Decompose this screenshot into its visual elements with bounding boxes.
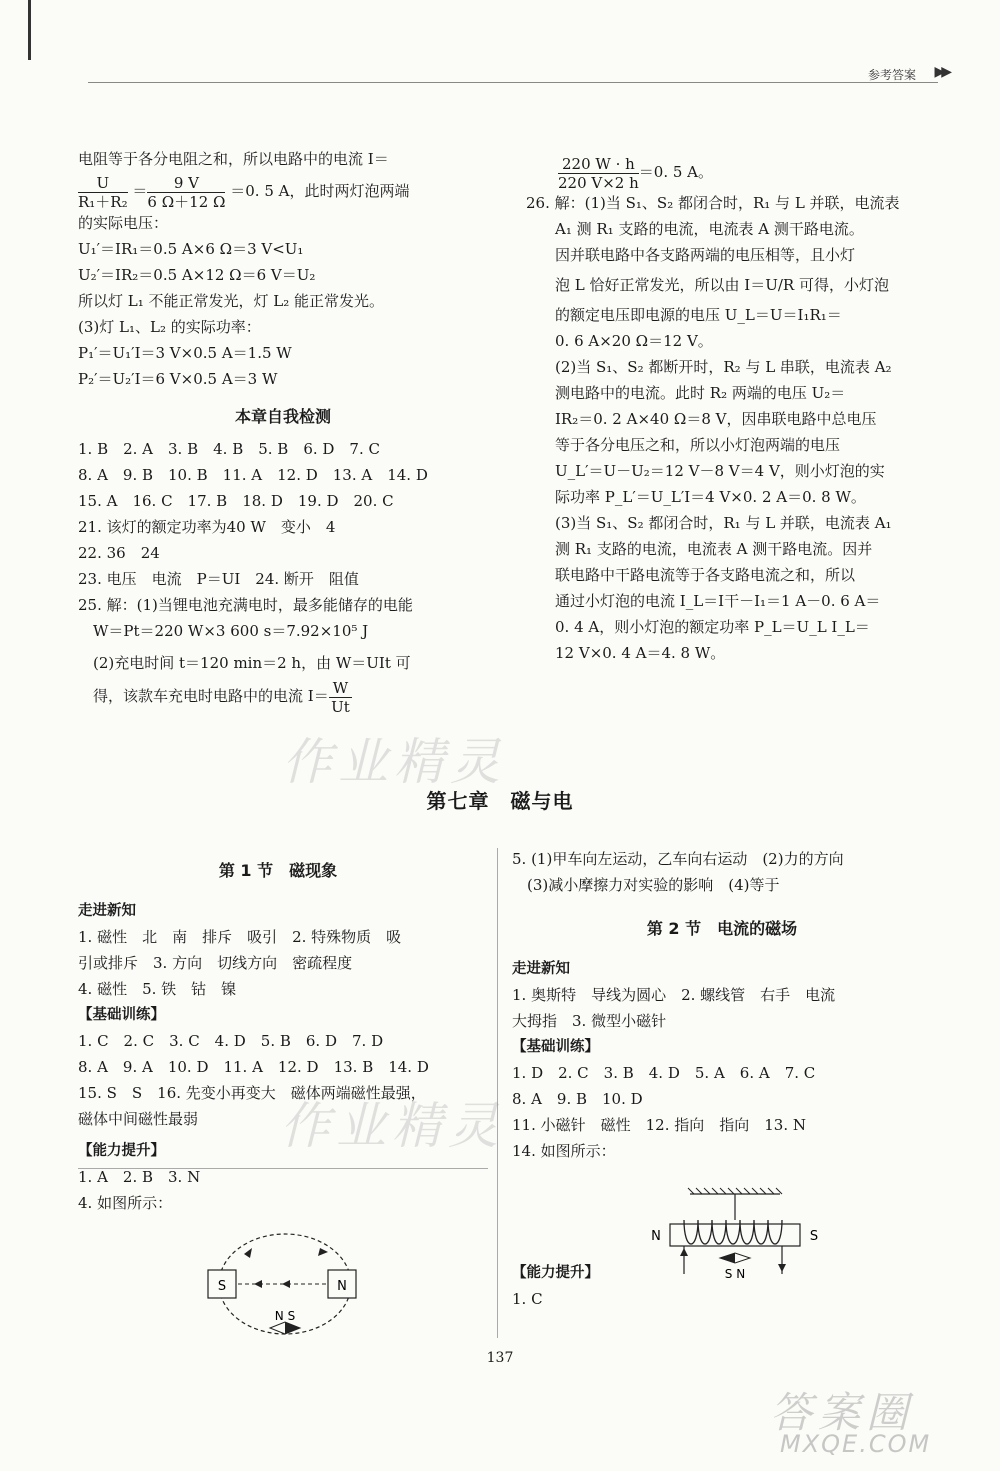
binding-edge [28, 0, 31, 60]
section-1-title: 第 1 节 磁现象 [218, 861, 338, 880]
ability-label: 【能力提升】 [512, 1265, 599, 1281]
text-line: 所以灯 L₁ 不能正常发光，灯 L₂ 能正常发光。 [78, 292, 385, 310]
text-line: A₁ 测 R₁ 支路的电流，电流表 A 测干路电流。 [540, 220, 864, 238]
answer-line: 大拇指 3. 微型小磁针 [512, 1012, 667, 1030]
text-line: (2)当 S₁、S₂ 都断开时，R₂ 与 L 串联，电流表 A₂ [540, 358, 892, 376]
compass-label: N S [274, 1309, 296, 1323]
text-line: 泡 L 恰好正常发光，所以由 I＝U/R 可得，小灯泡 [540, 276, 889, 294]
answer-line: 8. A 9. B 10. B 11. A 12. D 13. A 14. D [78, 466, 428, 484]
answer-line: 25. 解：(1)当锂电池充满电时，最多能储存的电能 [78, 596, 413, 614]
watermark-logo: 答案圈 [770, 1388, 915, 1437]
text-line: U₂′＝IR₂＝0.5 A×12 Ω＝6 V＝U₂ [78, 266, 316, 284]
text-line: (3)当 S₁、S₂ 都闭合时，R₁ 与 L 并联，电流表 A₁ [540, 514, 892, 532]
formula-line: $\frac{U}{\text{R₁＋R₂}}$ ＝ $\frac{9 V}{6 \Omega+12 \Omega}$ ＝0. 5 A，此时两灯泡两端 [78, 173, 410, 211]
answer-line: 8. A 9. B 10. D [512, 1090, 643, 1108]
fraction: $\frac{220 W \cdot h}{220 V\times 2 h}$ [558, 154, 639, 192]
answer-line: 15. S S 16. 先变小再变大 磁体两端磁性最强， [78, 1084, 426, 1102]
answer-line: 1. B 2. A 3. B 4. B 5. B 6. D 7. C [78, 440, 380, 458]
answer-line: 引或排斥 3. 方向 切线方向 密疏程度 [78, 954, 353, 972]
ability-label: 【能力提升】 [78, 1143, 165, 1159]
watermark-url: MXQE.COM [780, 1430, 932, 1458]
basic-training-label: 【基础训练】 [512, 1039, 599, 1055]
solenoid-n-label: N [651, 1229, 661, 1244]
answer-line: 4. 如图所示： [78, 1194, 173, 1212]
text-line: (3)灯 L₁、L₂ 的实际功率： [78, 318, 261, 336]
text-line: 12 V×0. 4 A＝4. 8 W。 [540, 644, 726, 662]
text-line: IR₂＝0. 2 A×40 Ω＝8 V，因串联电路中总电压 [540, 410, 877, 428]
fraction: $\frac{9 V}{6 \Omega+12 \Omega}$ [147, 173, 226, 211]
answer-line: 22. 36 24 [78, 544, 160, 562]
answer-line: 1. D 2. C 3. B 4. D 5. A 6. A 7. C [512, 1064, 816, 1082]
fraction: $\frac{U}{\text{R₁＋R₂}}$ [78, 173, 128, 211]
text-line: 联电路中干路电流等于各支路电流之和，所以 [540, 566, 856, 584]
page-number: 137 [486, 1350, 514, 1366]
text-line: 0. 6 A×20 Ω＝12 V。 [540, 332, 713, 350]
answer-line: 14. 如图所示： [512, 1142, 616, 1160]
section-2-title: 第 2 节 电流的磁场 [646, 919, 798, 938]
answer-line: 23. 电压 电流 P＝UI 24. 断开 阻值 [78, 570, 359, 588]
answer-line: 5. (1)甲车向左运动，乙车向右运动 (2)力的方向 [512, 850, 844, 868]
compass-label: S N [724, 1267, 746, 1281]
formula-line: $\frac{220 W \cdot h}{220 V\times 2 h}$ ＝0. 5 A。 [558, 154, 714, 192]
text-line: 通过小灯泡的电流 I_L＝I干－I₁＝1 A－0. 6 A＝ [540, 592, 881, 610]
answer-line: 4. 磁性 5. 铁 钴 镍 [78, 980, 237, 998]
header-title: 参考答案 [867, 68, 916, 82]
text-line: 际功率 P_L′＝U_L′I＝4 V×0. 2 A＝0. 8 W。 [540, 488, 866, 506]
section-rule [78, 1168, 488, 1169]
self-check-title: 本章自我检测 [234, 407, 331, 426]
watermark: 作业精灵 [280, 1097, 504, 1155]
magnet-field-figure [200, 1226, 370, 1344]
text-line: 26. 解：(1)当 S₁、S₂ 都闭合时，R₁ 与 L 并联，电流表 [526, 194, 900, 212]
solenoid-figure [640, 1184, 830, 1284]
answer-line: 1. C 2. C 3. C 4. D 5. B 6. D 7. D [78, 1032, 384, 1050]
magnet-n-label: N [337, 1279, 347, 1294]
answer-line: 21. 该灯的额定功率为40 W 变小 4 [78, 518, 336, 536]
text-line: U_L′＝U－U₂＝12 V－8 V＝4 V，则小灯泡的实 [540, 462, 885, 480]
answer-line: 1. 磁性 北 南 排斥 吸引 2. 特殊物质 吸 [78, 928, 402, 946]
text-line: 测电路中的电流。此时 R₂ 两端的电压 U₂＝ [540, 384, 846, 402]
answer-line: (2)充电时间 t＝120 min＝2 h，由 W＝UIt 可 [78, 654, 411, 672]
text-line: 测 R₁ 支路的电流，电流表 A 测干路电流。因并 [540, 540, 873, 558]
solenoid-s-label: S [809, 1229, 819, 1244]
left-top-column [78, 146, 488, 716]
text-line: 的额定电压即电源的电压 U_L＝U＝I₁R₁＝ [540, 306, 842, 324]
section-1-column [78, 858, 478, 1216]
right-top-column [526, 154, 960, 666]
new-knowledge-label: 走进新知 [78, 903, 136, 919]
header-rule [88, 82, 938, 83]
answer-line: W＝Pt＝220 W×3 600 s＝7.92×10⁵ J [78, 622, 369, 640]
answer-line: 1. C [512, 1290, 543, 1308]
basic-training-label: 【基础训练】 [78, 1007, 165, 1023]
watermark: 作业精灵 [282, 733, 506, 791]
text-line: P₂′＝U₂′I＝6 V×0.5 A＝3 W [78, 370, 278, 388]
text-line: 因并联电路中各支路两端的电压相等，且小灯 [540, 246, 856, 264]
answer-line: 磁体中间磁性最弱 [78, 1110, 199, 1128]
text-line: 电阻等于各分电阻之和，所以电路中的电流 I＝ [78, 150, 389, 168]
text-line: 0. 4 A，则小灯泡的额定功率 P_L＝U_L I_L＝ [540, 618, 870, 636]
answer-line: (3)减小摩擦力对实验的影响 (4)等于 [512, 876, 780, 894]
answer-line: 8. A 9. A 10. D 11. A 12. D 13. B 14. D [78, 1058, 429, 1076]
new-knowledge-label: 走进新知 [512, 961, 570, 977]
chapter-title: 第七章 磁与电 [426, 789, 574, 813]
header-arrow-icon: ▶▶ [934, 64, 948, 80]
magnet-s-label: S [217, 1279, 227, 1294]
text-line: 等于各分电压之和，所以小灯泡两端的电压 [540, 436, 841, 454]
text-line: U₁′＝IR₁＝0.5 A×6 Ω＝3 V<U₁ [78, 240, 304, 258]
text-line: 的实际电压： [78, 214, 169, 232]
fraction: $\frac{W}{Ut}$ [329, 679, 352, 716]
answer-line: 15. A 16. C 17. B 18. D 19. D 20. C [78, 492, 394, 510]
answer-line: 得，该款车充电时电路中的电流 I＝ $\frac{W}{Ut}$ [78, 676, 488, 716]
answer-line: 11. 小磁针 磁性 12. 指向 指向 13. N [512, 1116, 806, 1134]
answer-line: 1. A 2. B 3. N [78, 1168, 201, 1186]
text-line: P₁′＝U₁′I＝3 V×0.5 A＝1.5 W [78, 344, 292, 362]
answer-line: 1. 奥斯特 导线为圆心 2. 螺线管 右手 电流 [512, 986, 836, 1004]
